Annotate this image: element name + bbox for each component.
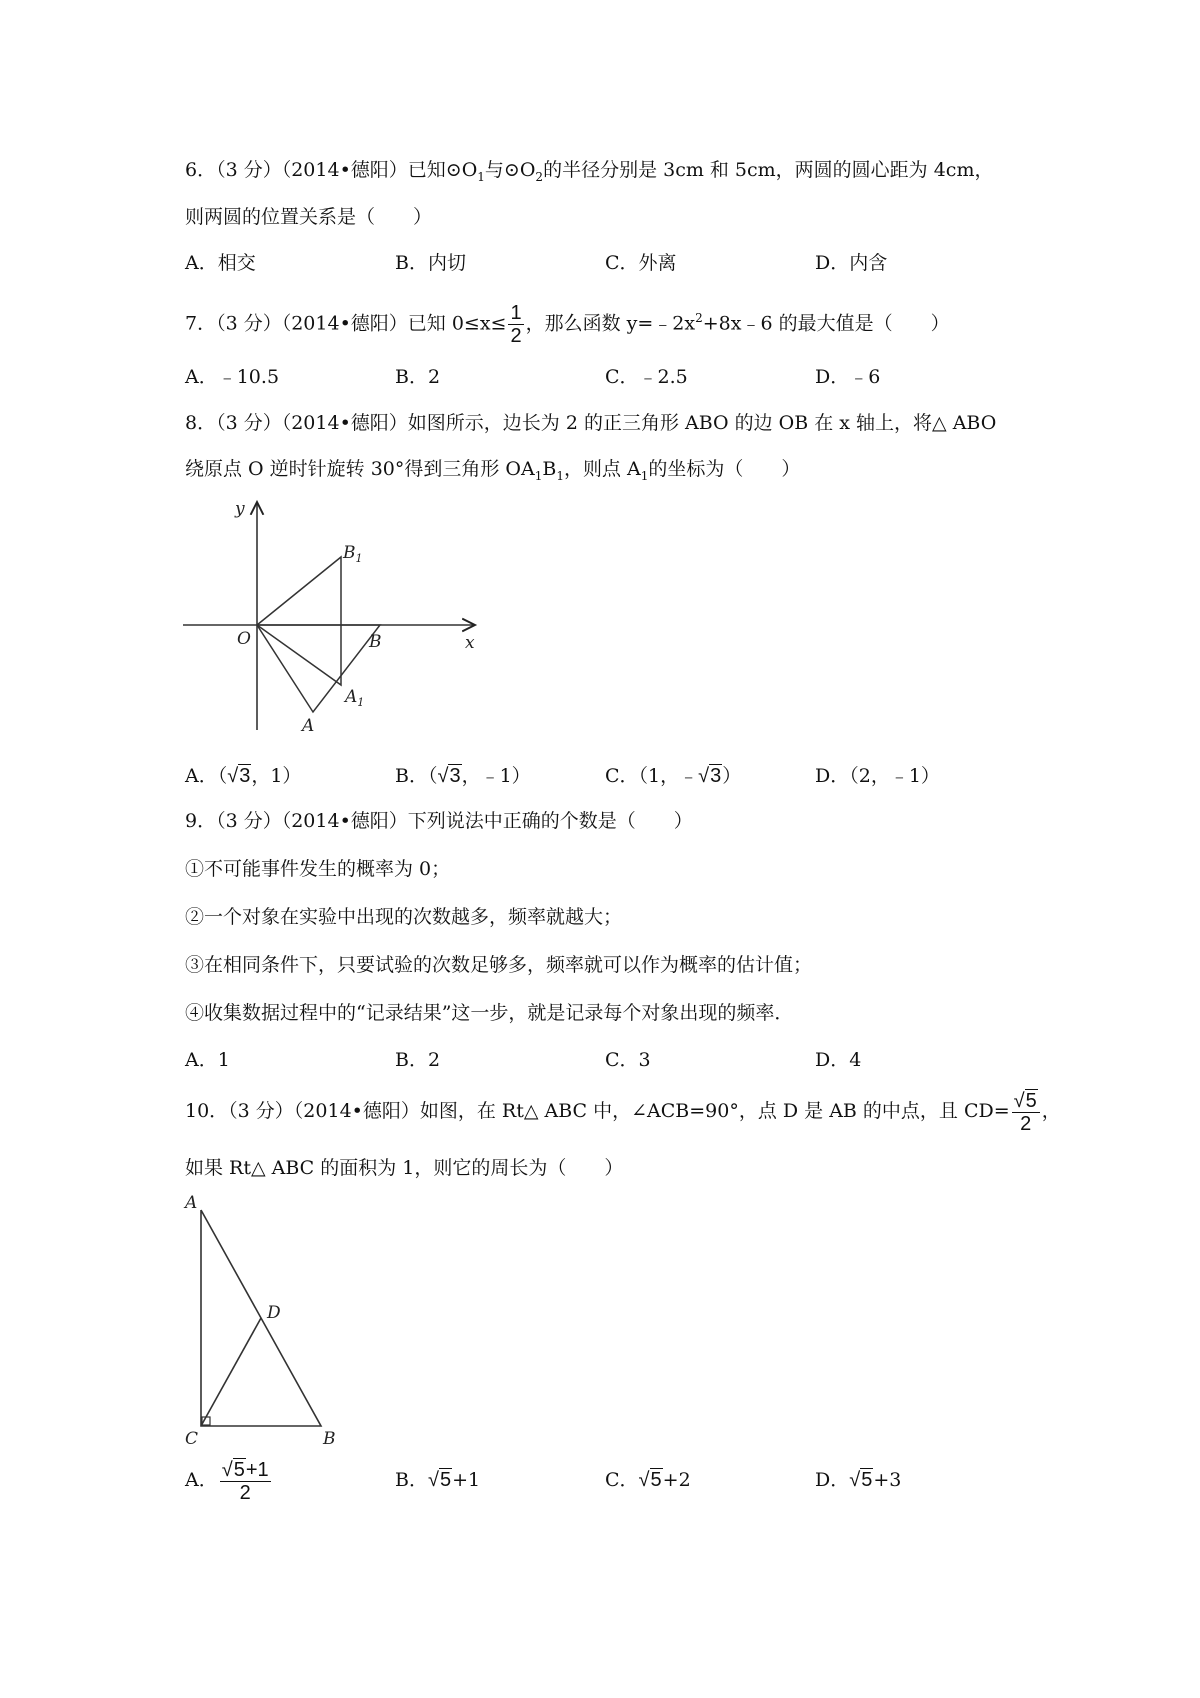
q8-option-c (605, 763, 741, 789)
q9-item-4: ④收集数据过程中的“记录结果”这一步，就是记录每个对象出现的频率． (185, 1002, 794, 1024)
q10-opt-a-pre: A． (185, 1469, 218, 1491)
q8-opt-c-rad: 3 (710, 765, 722, 787)
q8-label-a: A (302, 716, 315, 736)
q10-label-c: C (185, 1429, 199, 1449)
q9-option-d: D．4 (815, 1049, 862, 1071)
q7-mid: ，那么函数 y=﹣2x (525, 312, 696, 335)
q10-opt-a-fraction (220, 1459, 271, 1504)
q8-opt-c-pre: C．（1，﹣ (605, 765, 699, 787)
q8-label-y: y (235, 499, 245, 519)
q10-opt-a-num: √5+1 (221, 1458, 269, 1481)
q6-option-d: D．内含 (815, 252, 888, 274)
q6-sub-1: 1 (477, 169, 485, 184)
q8-opt-c-post: ） (722, 765, 742, 787)
q8-line2 (185, 456, 800, 489)
q9-option-c: C．3 (605, 1049, 651, 1071)
q8-opt-b-post: ，﹣1） (461, 765, 531, 787)
q8-text-b: B (542, 458, 557, 480)
q10-line2: 如果 Rt△ ABC 的面积为 1，则它的周长为（ ） (185, 1157, 624, 1179)
q7-sup: 2 (695, 311, 703, 325)
q10-triangle-figure (175, 1190, 345, 1452)
q6-option-a: A．相交 (185, 252, 256, 274)
q8-label-a1: $A_1$ (345, 687, 365, 709)
q8-opt-b-rad: 3 (449, 765, 461, 787)
q8-opt-a-post: ，1） (251, 765, 302, 787)
q8-opt-b-pre: B．（ (395, 765, 438, 787)
q10-cd-den: 2 (1020, 1112, 1032, 1135)
q10-opt-d-pre: D． (815, 1469, 850, 1491)
q8-line1: 8．（3 分）（2014•德阳）如图所示，边长为 2 的正三角形 ABO 的边 OB 在 x 轴上，将△ ABO (185, 412, 997, 434)
q8-label-b1: $B_1$ (343, 543, 363, 565)
q10-opt-c-sqrt: √5 (638, 1469, 662, 1491)
q10-option-d (815, 1467, 901, 1493)
q8-opt-a-sqrt: √3 (227, 765, 251, 787)
q10-opt-b-post: +1 (452, 1469, 481, 1491)
q7-line1 (185, 296, 950, 347)
q8-rotation-figure (175, 490, 495, 736)
q10-opt-a-den: 2 (239, 1481, 251, 1504)
q7-option-c: C．﹣2.5 (605, 366, 688, 388)
q10-opt-a-num-tail: +1 (245, 1458, 269, 1481)
q6-line2: 则两圆的位置关系是（ ） (185, 206, 433, 228)
q10-line1 (185, 1086, 1061, 1136)
q6-text-b: 与⊙O (484, 159, 536, 181)
q7-prefix: 7．（3 分）（2014•德阳）已知 0≤x≤ (185, 312, 507, 335)
q7-option-a: A．﹣10.5 (185, 366, 280, 388)
q10-opt-d-sqrt: √5 (849, 1469, 873, 1491)
q8-text-a: 绕原点 O 逆时针旋转 30°得到三角形 OA (185, 458, 535, 480)
q8-sub-2: 1 (556, 468, 564, 483)
q10-option-b (395, 1467, 480, 1493)
q7-option-b: B．2 (395, 366, 441, 388)
q8-sub-1: 1 (534, 468, 543, 483)
q7-option-d: D．﹣6 (815, 366, 881, 388)
q10-label-a: A (185, 1193, 198, 1213)
q10-line1-end: ， (1041, 1100, 1061, 1122)
q7-frac-num: 1 (510, 301, 522, 324)
q10-opt-a-rad: 5 (233, 1458, 245, 1481)
q10-text: 10．（3 分）（2014•德阳）如图，在 Rt△ ABC 中，∠ACB=90°，点 D 是 AB 的中点，且 CD= (185, 1100, 1010, 1122)
q8-option-b (395, 763, 531, 789)
q9-line1: 9．（3 分）（2014•德阳）下列说法中正确的个数是（ ） (185, 810, 693, 832)
q8-sub-3: 1 (640, 468, 649, 483)
q10-median-cd (201, 1318, 261, 1426)
q7-suffix: +8x﹣6 的最大值是（ ） (702, 312, 950, 335)
q10-option-a (185, 1455, 273, 1505)
q10-opt-c-post: +2 (662, 1469, 691, 1491)
q10-opt-b-sqrt: √5 (427, 1469, 452, 1491)
q6-option-b: B．内切 (395, 252, 466, 274)
q8-triangle-oa1b1 (257, 557, 341, 685)
q8-opt-a-pre: A．（ (185, 765, 228, 787)
q6-text-a: 6．（3 分）（2014•德阳）已知⊙O (185, 159, 478, 181)
q8-opt-b-sqrt: √3 (437, 765, 461, 787)
q10-cd-num: √5 (1012, 1090, 1040, 1113)
q6-line1 (185, 157, 993, 190)
q8-text-d: 的坐标为（ ） (648, 458, 801, 480)
q9-option-b: B．2 (395, 1049, 441, 1071)
q10-label-d: D (267, 1303, 281, 1323)
q9-item-2: ②一个对象在实验中出现的次数越多，频率就越大； (185, 906, 623, 928)
q10-opt-c-rad: 5 (650, 1469, 662, 1491)
q8-label-b: B (369, 632, 382, 652)
q8-option-a (185, 763, 301, 789)
q8-text-c: ，则点 A (563, 458, 641, 480)
q8-label-o: O (237, 629, 251, 649)
q10-cd-rad: 5 (1025, 1089, 1037, 1112)
q8-label-x: x (465, 633, 475, 653)
q10-option-c (605, 1467, 691, 1493)
q6-sub-2: 2 (535, 169, 544, 184)
q10-cd-fraction (1012, 1090, 1040, 1135)
q9-item-1: ①不可能事件发生的概率为 0； (185, 858, 451, 880)
q10-opt-c-pre: C． (605, 1469, 639, 1491)
q10-opt-b-pre: B． (395, 1469, 428, 1491)
q10-opt-d-rad: 5 (861, 1469, 873, 1491)
q8-opt-a-rad: 3 (239, 765, 251, 787)
q10-opt-d-post: +3 (873, 1469, 902, 1491)
q10-opt-b-rad: 5 (439, 1469, 452, 1491)
q7-frac-den: 2 (510, 324, 522, 347)
q10-label-b: B (323, 1429, 336, 1449)
q6-text-c: 的半径分别是 3cm 和 5cm，两圆的圆心距为 4cm， (543, 159, 994, 181)
q9-option-a: A．1 (185, 1049, 230, 1071)
q8-option-d: D．（2，﹣1） (815, 765, 940, 787)
q6-option-c: C．外离 (605, 252, 677, 274)
q8-opt-c-sqrt: √3 (698, 765, 722, 787)
q7-fraction (508, 302, 523, 347)
q9-item-3: ③在相同条件下，只要试验的次数足够多，频率就可以作为概率的估计值； (185, 954, 813, 976)
